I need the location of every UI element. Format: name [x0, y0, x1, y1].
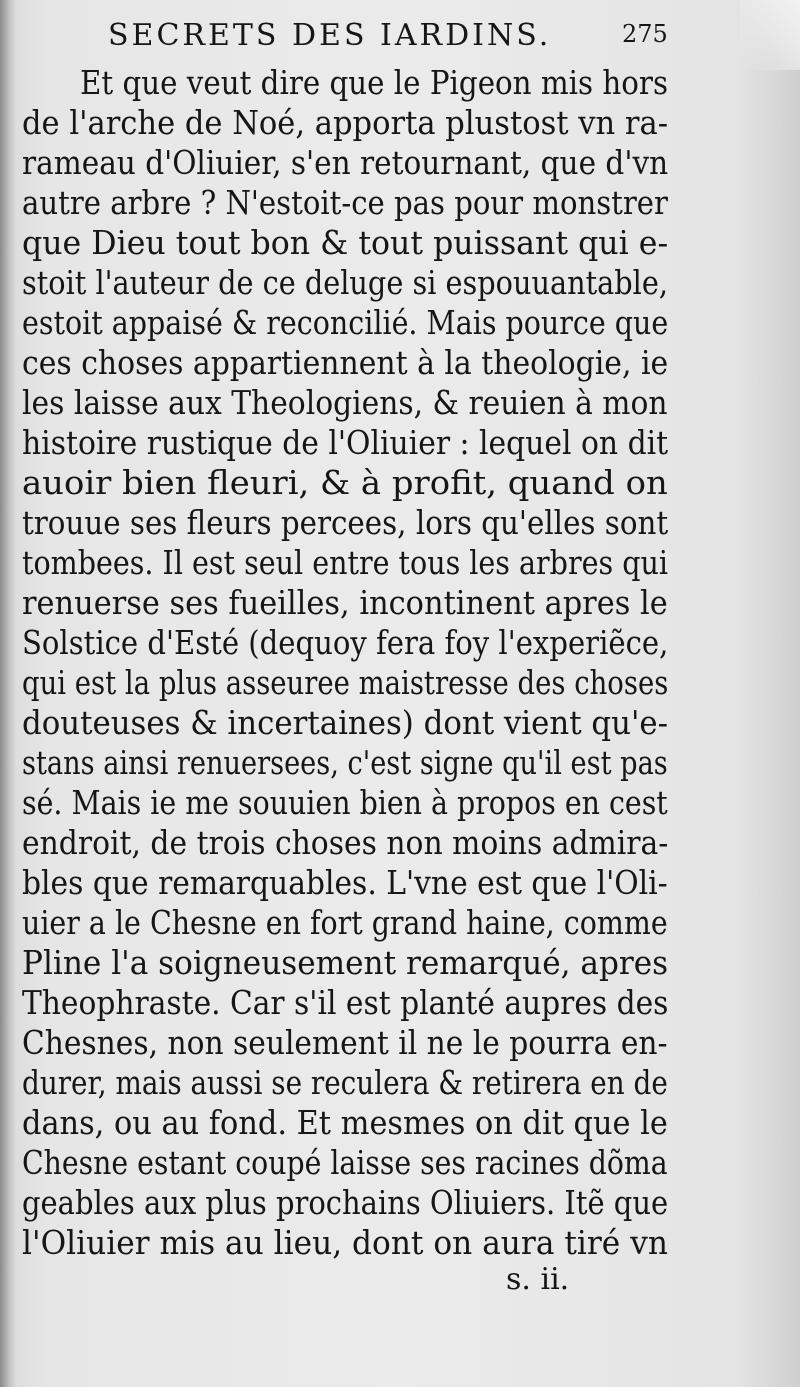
- text-line: l'Oliuier mis au lieu, dont on aura tiré vn: [22, 1223, 668, 1262]
- text-line: sé. Mais ie me souuien bien à propos en cest: [22, 783, 668, 822]
- page-number: 275: [622, 20, 668, 48]
- text-line: Chesne estant coupé laisse ses racines dõma: [22, 1143, 668, 1182]
- text-line: rameau d'Oliuier, s'en retournant, que d'vn: [22, 143, 669, 182]
- text-line: geables aux plus prochains Oliuiers. Itẽ que: [22, 1183, 669, 1222]
- text-line: Pline l'a soigneusement remarqué, apres: [22, 943, 669, 982]
- signature-mark: s. ii.: [506, 1262, 570, 1297]
- text-line: douteuses & incertaines) dont vient qu'e-: [22, 703, 669, 742]
- text-line: ces choses appartiennent à la theologie, ie: [22, 343, 669, 382]
- text-line: Et que veut dire que le Pigeon mis hors: [80, 63, 668, 102]
- text-line: stans ainsi renuersees, c'est signe qu'il est pas: [22, 743, 668, 782]
- text-line: dans, ou au fond. Et mesmes on dit que le: [22, 1103, 668, 1142]
- text-line: trouue ses fleurs percees, lors qu'elles sont: [22, 503, 669, 542]
- text-line: qui est la plus asseuree maistresse des choses: [22, 663, 669, 702]
- text-line: histoire rustique de l'Oliuier : lequel on dit: [22, 423, 669, 462]
- text-line: que Dieu tout bon & tout puissant qui e-: [22, 223, 669, 262]
- text-line: les laisse aux Theologiens, & reuien à mon: [22, 383, 668, 422]
- text-line: Solstice d'Esté (dequoy fera foy l'experiẽce,: [22, 623, 669, 662]
- running-title: SECRETS DES IARDINS.: [108, 18, 552, 53]
- text-line: uier a le Chesne en fort grand haine, comme: [22, 903, 668, 942]
- text-line: stoit l'auteur de ce deluge si espouuantable,: [22, 263, 668, 302]
- text-line: endroit, de trois choses non moins admira-: [22, 823, 669, 862]
- text-line: de l'arche de Noé, apporta plustost vn ra-: [22, 103, 669, 142]
- text-line: tombees. Il est seul entre tous les arbres qui: [22, 543, 668, 582]
- text-line: auoir bien fleuri, & à profit, quand on: [22, 463, 668, 502]
- text-line: autre arbre ? N'estoit-ce pas pour monstrer: [22, 183, 668, 222]
- text-line: Theophraste. Car s'il est planté aupres des: [22, 983, 669, 1022]
- text-line: durer, mais aussi se reculera & retirera en de: [22, 1063, 668, 1102]
- text-line: Chesnes, non seulement il ne le pourra en-: [22, 1023, 668, 1062]
- text-line: estoit appaisé & reconcilié. Mais pource que: [22, 303, 669, 342]
- text-line: renuerse ses fueilles, incontinent apres le: [22, 583, 668, 622]
- text-line: bles que remarquables. L'vne est que l'Oli-: [22, 863, 668, 902]
